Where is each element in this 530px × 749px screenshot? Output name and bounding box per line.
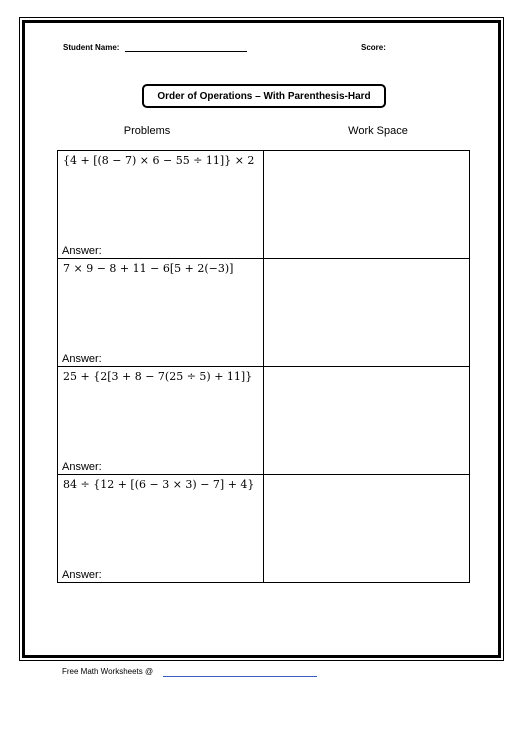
problem-expression: 84 ÷ {12 + [(6 − 3 × 3) − 7] + 4}: [63, 478, 255, 491]
table-row: [58, 475, 470, 583]
answer-label: Answer:: [62, 461, 102, 473]
table-row: [58, 259, 470, 367]
problem-expression: 7 × 9 − 8 + 11 − 6[5 + 2(−3)]: [63, 262, 234, 275]
problem-expression: {4 + [(8 − 7) × 6 − 55 ÷ 11]} × 2: [63, 154, 255, 167]
problem-cell: [58, 475, 264, 583]
worksheet-title: Order of Operations – With Parenthesis-Hard: [142, 84, 386, 108]
work-space-cell[interactable]: [264, 259, 470, 367]
problems-table: [57, 150, 470, 583]
student-name-field[interactable]: [125, 50, 247, 52]
footer-text: Free Math Worksheets @: [62, 667, 154, 676]
table-row: [58, 367, 470, 475]
score-label: Score:: [361, 43, 386, 52]
answer-label: Answer:: [62, 353, 102, 365]
work-space-column-header: Work Space: [348, 125, 408, 137]
problem-expression: 25 + {2[3 + 8 − 7(25 ÷ 5) + 11]}: [63, 370, 253, 383]
footer-link[interactable]: [163, 676, 317, 677]
answer-label: Answer:: [62, 245, 102, 257]
work-space-cell[interactable]: [264, 367, 470, 475]
student-name-label: Student Name:: [63, 43, 120, 52]
problem-cell: [58, 367, 264, 475]
work-space-cell[interactable]: [264, 151, 470, 259]
problem-cell: [58, 151, 264, 259]
problems-column-header: Problems: [123, 125, 171, 137]
problem-cell: [58, 259, 264, 367]
answer-label: Answer:: [62, 569, 102, 581]
table-row: [58, 151, 470, 259]
work-space-cell[interactable]: [264, 475, 470, 583]
